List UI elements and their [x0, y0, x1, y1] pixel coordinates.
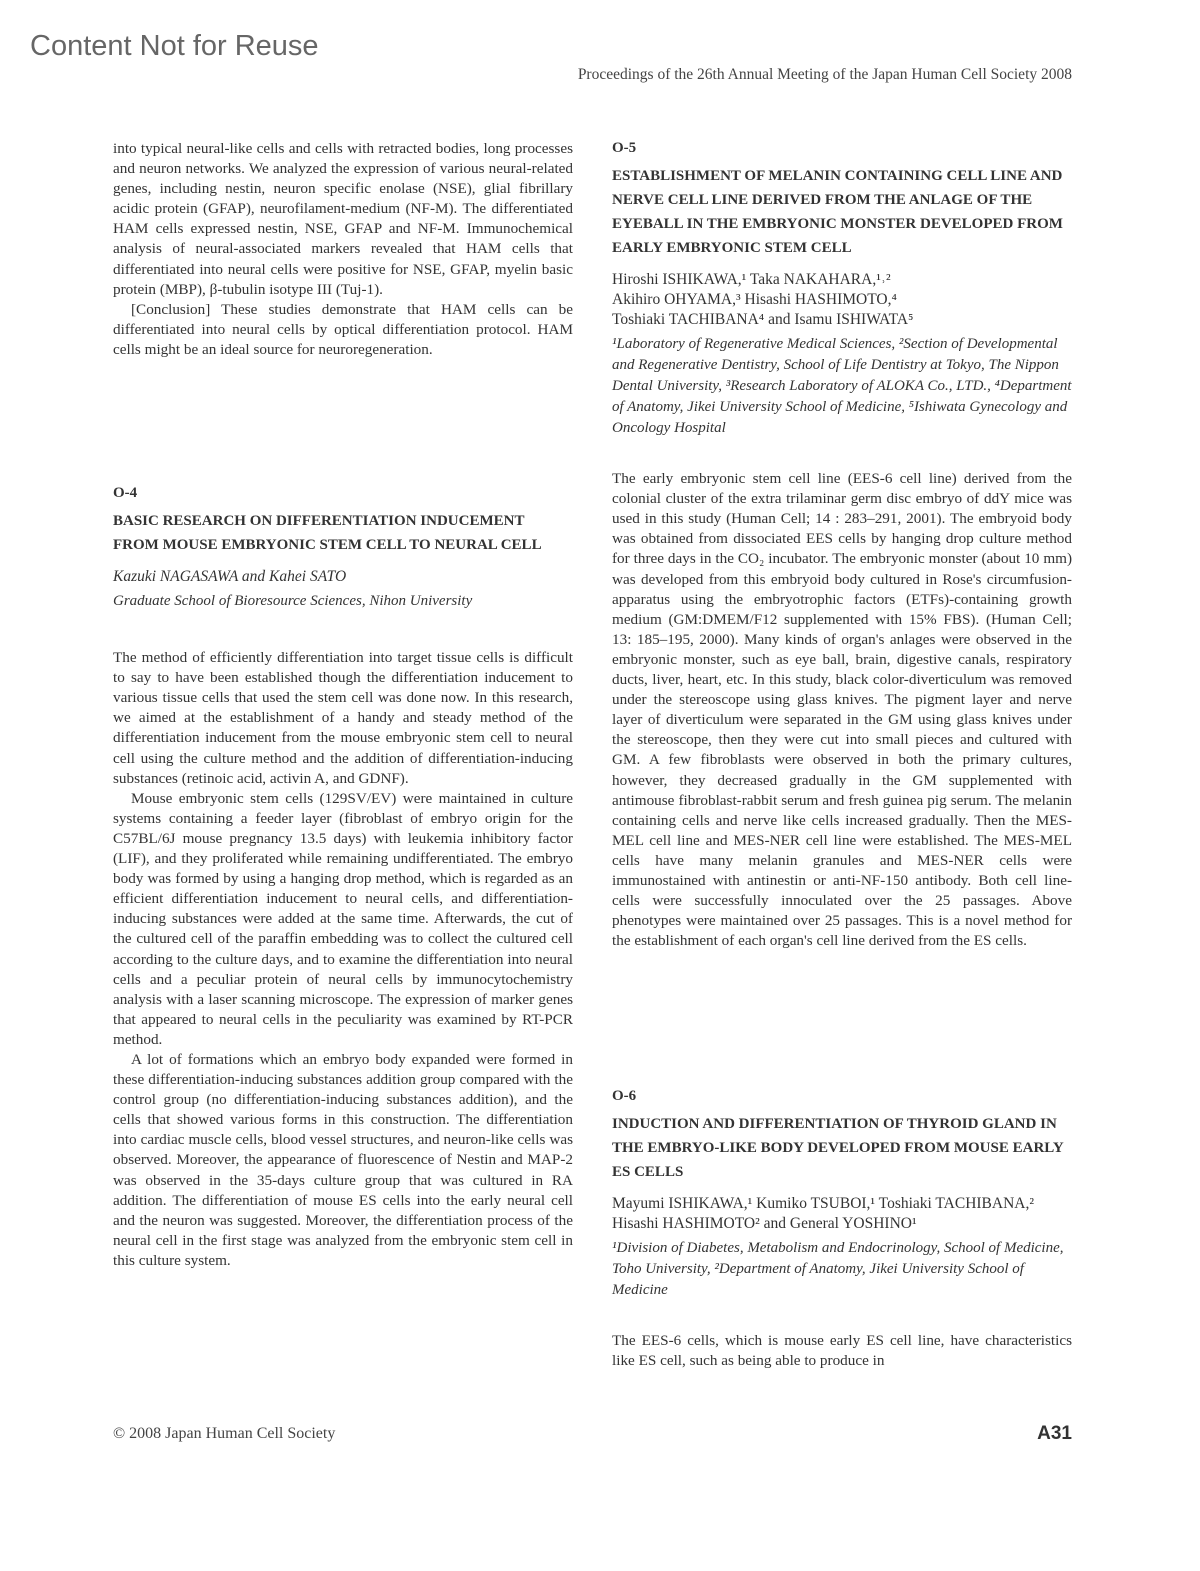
running-header: Proceedings of the 26th Annual Meeting of the Japan Human Cell Society 2008 [577, 66, 1072, 83]
abstract-number: O-4 [113, 485, 138, 501]
page-number: A31 [1037, 1423, 1072, 1444]
abstract-number: O-6 [612, 1088, 637, 1104]
abstract-title: INDUCTION AND DIFFERENTIATION OF THYROID GLAND IN THE EMBRYO-LIKE BODY DEVELOPED FROM MOUSE EARLY ES CELLS [612, 1116, 1064, 1181]
affiliation: ¹Division of Diabetes, Metabolism and Endocrinology, School of Medicine, Toho University, ²Department of Anatomy, Jikei University School of Medicine [612, 1240, 1064, 1299]
body-paragraph: A lot of formations which an embryo body expanded were formed in these differentiation-inducing substances addition group compared with the control group (no differentiation-inducing substances addition), and the cells that showed various forms in this construction. The differentiation into cardiac muscle cells, blood vessel structures, and neuron-like cells was observed. Moreover, the appearance of fluorescence of Nestin and MAP-2 was observed in the 35-days culture group that was cultured in RA addition. The differentiation of mouse ES cells into the early neural cell and the neuron was suggested. Moreover, the differentiation process of the neural cell in the first stage was analyzed from the embryonic stem cell in this culture system. [113, 1050, 573, 1269]
author-line: Akihiro OHYAMA,³ Hisashi HASHIMOTO,⁴ [612, 291, 897, 309]
author-line: Kazuki NAGASAWA and Kahei SATO [113, 568, 347, 586]
authors [612, 270, 1072, 330]
left-column-top [113, 139, 573, 360]
body-paragraph: Mouse embryonic stem cells (129SV/EV) were maintained in culture systems containing a feeder layer (fibroblast of embryo origin for the C57BL/6J mouse pregnancy 13.5 days) with leukemia inhibitory factor (LIF), and they proliferated while remaining undifferentiated. The embryo body was formed by using a hanging drop method, which is regarded as an efficient differentiation inducement to neural cells, and differentiation-inducing substances were added at the same time. Afterwards, the cut of the cultured cell of the paraffin embedding was to collect the cultured cell according to the culture days, and to examine the differentiation into neural cells and a peculiar protein of neural cells by immunocytochemistry analysis with a laser scanning microscope. The expression of marker genes that appeared to neural cells in the peculiarity was examined by RT-PCR method. [113, 789, 573, 1048]
abstract-title: ESTABLISHMENT OF MELANIN CONTAINING CELL LINE AND NERVE CELL LINE DERIVED FROM THE ANLAGE OF THE EYEBALL IN THE EMBRYONIC MONSTER DEVELOPED FROM EARLY EMBRYONIC STEM CELL [612, 168, 1063, 257]
copyright: © 2008 Japan Human Cell Society [113, 1425, 336, 1442]
author-line: Mayumi ISHIKAWA,¹ Kumiko TSUBOI,¹ Toshiaki TACHIBANA,² [612, 1195, 1034, 1213]
authors [113, 567, 573, 587]
body-paragraph: The EES-6 cells, which is mouse early ES cell line, have characteristics like ES cell, such as being able to produce in [612, 1332, 1072, 1370]
body-paragraph: The early embryonic stem cell line (EES-6 cell line) derived from the colonial cluster of the extra trilaminar germ disc embryo of ddY mice was used in this study (Human Cell; 14 : 283–291, 2001). The embryoid body was obtained from dissociated EES cells by hanging drop culture method for three days in the CO₂ incubator. The embryonic monster (about 10 mm) was developed from this embryoid body cultured in Rose's circumfusion-apparatus using the embryotrophic factors (ETFs)-containing growth medium (GM:DMEM/F12 supplemented with 15% FBS). (Human Cell; 13: 185–195, 2000). Many kinds of organ's anlages were observed in the embryonic monster, such as eye ball, brain, digestive canals, respiratory ducts, liver, heart, etc. In this study, black color-diverticulum was removed under the stereoscope using glass knives. The pigment layer and nerve layer of diverticulum were separated in the GM using glass knives under the stereoscope, then they were cut into small pieces and cultured with GM. A few fibroblasts were observed in both the primary cultures, however, they decreased gradually in the GM supplemented with antimouse fibroblast-rabbit serum and fresh guinea pig serum. The melanin containing cells and nerve like cells increased gradually. Then the MES-MEL cell line and MES-NER cell line were established. The MES-MEL cells have many melanin granules and MES-NER cells were immunostained with antinestin or anti-NF-150 antibody. Both cell line-cells were successfully innoculated over the 25 passages. Above phenotypes were maintained over 25 passages. This is a novel method for the establishment of each organ's cell line derived from the ES cells. [612, 470, 1072, 950]
author-line: Toshiaki TACHIBANA⁴ and Isamu ISHIWATA⁵ [612, 311, 914, 329]
authors [612, 1194, 1072, 1234]
abstract-number: O-5 [612, 140, 637, 156]
affiliation: ¹Laboratory of Regenerative Medical Sciences, ²Section of Developmental and Regenerative Dentistry, School of Life Dentistry at Tokyo, The Nippon Dental University, ³Research Laboratory of ALOKA Co., LTD., ⁴Department of Anatomy, Jikei University School of Medicine, ⁵Ishiwata Gynecology and Oncology Hospital [612, 336, 1072, 437]
abstract-o5 [612, 138, 1072, 951]
affiliation: Graduate School of Bioresource Sciences, Nihon University [113, 593, 473, 610]
abstract-title: BASIC RESEARCH ON DIFFERENTIATION INDUCEMENT FROM MOUSE EMBRYONIC STEM CELL TO NEURAL CELL [113, 513, 542, 554]
watermark: Content Not for Reuse [30, 30, 319, 62]
body-paragraph: The method of efficiently differentiation into target tissue cells is difficult to say to have been established though the differentiation inducement to various tissue cells that used the stem cell was done now. In this research, we aimed at the establishment of a handy and steady method of the differentiation inducement from the mouse embryonic stem cell to neural cell using the culture method and the addition of differentiation-inducing substances (retinoic acid, activin A, and GDNF). [113, 649, 573, 787]
abstract-o6 [612, 1086, 1072, 1371]
author-line: Hisashi HASHIMOTO² and General YOSHINO¹ [612, 1215, 917, 1233]
abstract-o4 [113, 483, 573, 1271]
author-line: Hiroshi ISHIKAWA,¹ Taka NAKAHARA,¹˒² [612, 271, 891, 289]
o3-paragraph: into typical neural-like cells and cells with retracted bodies, long processes and neuron networks. We analyzed the expression of various neural-related genes, including nestin, neuron specific enolase (NSE), glial fibrillary acidic protein (GFAP), neurofilament-medium (NF-M). The differentiated HAM cells expressed nestin, NSE, GFAP and NF-M. Immunochemical analysis of neural-associated markers revealed that HAM cells that differentiated into neural cells were positive for NSE, GFAP, myelin basic protein (MBP), β-tubulin isotype III (Tuj-1). [113, 140, 573, 298]
o3-conclusion: [Conclusion] These studies demonstrate that HAM cells can be differentiated into neural cells by optical differentiation protocol. HAM cells might be an ideal source for neuroregeneration. [113, 300, 573, 358]
